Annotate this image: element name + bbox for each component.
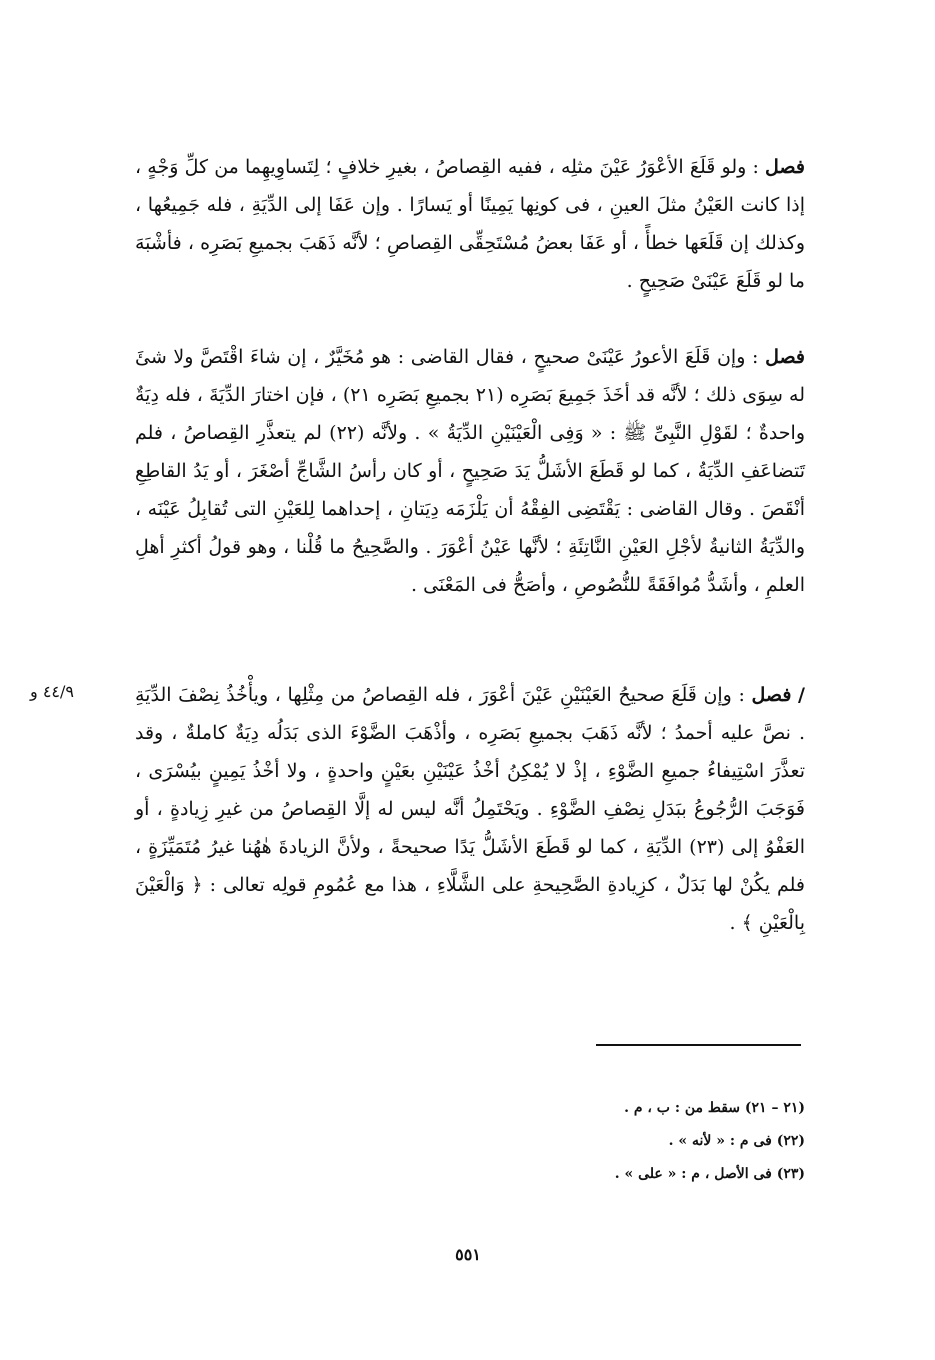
paragraph-text: : وإن قَلَعَ الأعورُ عَيْنَىْ صحيحٍ ، فقال القاضى : هو مُخَيَّرٌ ، إن شاءَ اقْتَصَّ ولا شئَ له سِوَى ذلك ؛ لأنَّه قد أخَذَ جَمِيعَ بَصَرِه (٢١ بجميعِ بَصَرِه ٢١) ، فإن اختارَ الدِّيَةَ ، فله دِيَةٌ واحدةٌ ؛ لقَوْلِ النَّبِىِّ ﷺ : « وَفِى الْعَيْنَيْنِ الدِّيَةُ » . ولأنَّه (٢٢) لم يتعذَّرِ القِصاصُ ، فلم تَتضاعَفِ الدِّيَةُ ، كما لو قَطَعَ الأشَلُّ يَدَ صَحِيحٍ ، أو كان رأسُ الشَّاجِّ أصْغَرَ ، أو يَدُ القاطِعِ أنْقَصَ . وقال القاضى : يَقْتَضِى الفِقْهُ أن يَلْزَمَه دِيَتانِ ، إحداهما لِلعَيْنِ التى تُقابِلُ عَيْنَه ، والدِّيَةُ الثانيةُ لأجْلِ العَيْنِ النَّاتِئَةِ ؛ لأنَّها عَيْنُ أعْوَرَ . والصَّحِيحُ ما قُلْنا ، وهو قولُ أكثرِ أهلِ العلمِ ، وأشَدُّ مُوافَقَةً للنُّصُوصِ ، وأصَحُّ فى المَعْنَى . xyxy=(135,346,805,596)
section-label: فصل xyxy=(751,684,792,706)
folio-marker: / xyxy=(798,684,805,706)
paragraph-text: : وإن قَلَعَ صحيحُ العَيْنَيْنِ عَيْنَ أعْوَرَ ، فله القِصاصُ من مِثْلِها ، ويأْخُذُ نِصْفَ الدِّيَةِ . نصَّ عليه أحمدُ ؛ لأنَّه ذَهَبَ بجميعِ بَصَرِه ، وأذْهَبَ الضَّوْءَ الذى بَدَلُه دِيَةٌ كاملةٌ ، وقد تعذَّرَ اسْتِيفاءُ جميعِ الضَّوْءِ ، إذْ لا يُمْكِنُ أخْذُ عَيْنَيْنِ بعَيْنٍ واحدةٍ ، ولا أخْذُ يَمِينٍ بيُسْرَى ، فَوَجَبَ الرُّجُوعُ ببَدَلِ نِصْفِ الضَّوْءِ . ويَحْتَمِلُ أنَّه ليس له إلَّا القِصاصُ من غيرِ زِيادةٍ ، أو العَفْوُ إلى (٢٣) الدِّيَةِ ، كما لو قَطَعَ الأشَلُّ يَدًا صحيحةً ، ولأنَّ الزيادةَ هٰهُنا غيرُ مُتَمَيِّزَةٍ ، فلم يكُنْ لها بَدَلٌ ، كزِيادةِ الصَّحِيحةِ على الشَّلَّاءِ ، هذا مع عُمُومِ قولِه تعالى : ﴿ وَالْعَيْنَ بِالْعَيْنِ ﴾ . xyxy=(135,684,805,934)
paragraph-2 xyxy=(135,338,805,604)
footnotes xyxy=(440,1092,805,1191)
section-label: فصل xyxy=(765,156,805,178)
paragraph-3 xyxy=(135,676,805,942)
paragraph-text: : ولو قَلَعَ الأعْوَرُ عَيْنَ مثلِه ، ففيه القِصاصُ ، بغيرِ خلافٍ ؛ لِتَساوِيهِما من كلِّ وَجْهٍ ، إذا كانت العَيْنُ مثلَ العينِ ، فى كونِها يَمِينًا أو يَسارًا . وإن عَفَا إلى الدِّيَةِ ، فله جَمِيعُها ، وكذلك إن قَلَعَها خطأً ، أو عَفَا بعضُ مُسْتَحِقِّى القِصاصِ ؛ لأنَّه ذَهَبَ بجميعِ بَصَرِه ، فأشْبَهَ ما لو قَلَعَ عَيْنَىْ صَحِيحٍ . xyxy=(135,156,805,292)
margin-folio-note: ٤٤/٩ و xyxy=(30,682,74,701)
footnote-divider xyxy=(596,1044,801,1046)
footnote-21: (٢١ – ٢١) سقط من : ب ، م . xyxy=(624,1100,805,1116)
paragraph-1 xyxy=(135,148,805,300)
section-label: فصل xyxy=(765,346,806,368)
footnote-22: (٢٢) فى م : « لأنه » . xyxy=(668,1133,805,1149)
footnote-23: (٢٣) فى الأصل ، م : « على » . xyxy=(614,1166,805,1182)
page-number: ٥٥١ xyxy=(455,1245,481,1264)
